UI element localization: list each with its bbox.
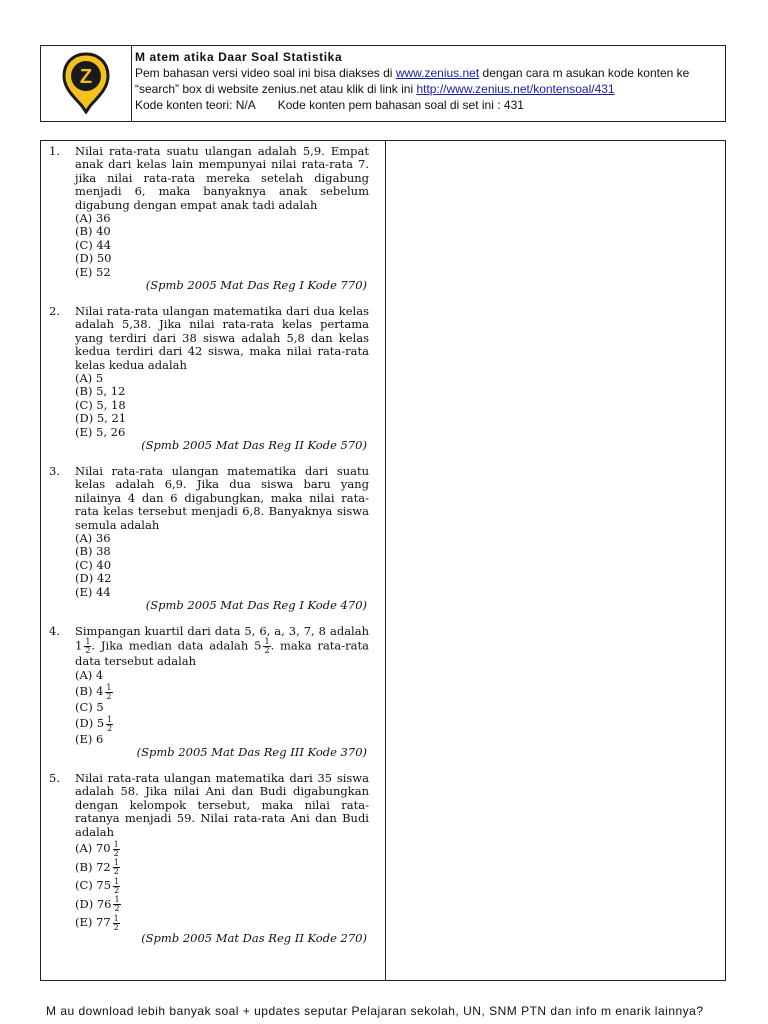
option-label: (D) 76 bbox=[75, 896, 112, 911]
option-c bbox=[75, 701, 369, 714]
option-b: (B) 5, 12 bbox=[75, 384, 126, 399]
header-line-2 bbox=[135, 81, 725, 97]
fraction-denominator: 2 bbox=[113, 867, 119, 877]
question-text-part-2: . Jika median data adalah 5 bbox=[91, 638, 262, 653]
questions-column bbox=[41, 141, 386, 980]
question-4 bbox=[49, 625, 369, 759]
question-source: (Spmb 2005 Mat Das Reg II Kode 270) bbox=[141, 930, 367, 945]
question-text-part-1: Simpangan kuartil dari data 5, 6, a, 3, 7, 8 adalah 1 bbox=[75, 624, 369, 653]
option-a: (A) 5 bbox=[75, 371, 104, 386]
fraction-numerator: 1 bbox=[114, 876, 120, 886]
option-e bbox=[75, 733, 369, 746]
option-fraction bbox=[113, 896, 120, 913]
theory-code: Kode konten teori: N/A bbox=[135, 98, 256, 112]
question-text: Nilai rata-rata ulangan matematika dari suatu kelas adalah 6,9. Jika dua siswa baru yang nilainya 4 dan 6 digabungkan, maka nilai rata-rata kelas tersebut menjadi 6,8. Banyaknya siswa semula adalah bbox=[75, 464, 369, 532]
content-codes bbox=[135, 97, 725, 113]
question-source: (Spmb 2005 Mat Das Reg I Kode 770) bbox=[145, 278, 367, 293]
question-source: (Spmb 2005 Mat Das Reg III Kode 370) bbox=[136, 745, 367, 760]
option-label: (D) 5 bbox=[75, 716, 105, 731]
option-a bbox=[75, 669, 369, 682]
fraction-numerator: 1 bbox=[264, 637, 270, 647]
fraction-numerator: 1 bbox=[85, 637, 91, 647]
question-5 bbox=[49, 772, 369, 945]
option-d bbox=[75, 714, 369, 733]
option-b: (B) 38 bbox=[75, 544, 111, 559]
zenius-link[interactable]: www.zenius.net bbox=[395, 66, 480, 80]
option-c: (C) 44 bbox=[75, 237, 112, 252]
question-number: 3. bbox=[49, 464, 60, 478]
question-number: 2. bbox=[49, 304, 60, 318]
fraction-numerator: 1 bbox=[113, 858, 119, 868]
fraction-numerator: 1 bbox=[107, 714, 113, 724]
option-b bbox=[75, 682, 369, 701]
option-label: (A) 4 bbox=[75, 667, 104, 682]
options-list bbox=[75, 669, 369, 746]
option-fraction bbox=[105, 684, 112, 701]
option-d bbox=[75, 895, 369, 914]
option-b: (B) 40 bbox=[75, 224, 111, 239]
option-label: (C) 5 bbox=[75, 699, 104, 714]
fraction-numerator: 1 bbox=[113, 913, 119, 923]
fraction-numerator: 1 bbox=[113, 839, 119, 849]
question-text bbox=[75, 625, 369, 669]
header-line-1-post: dengan cara m asukan kode konten ke bbox=[479, 66, 690, 80]
option-d: (D) 42 bbox=[75, 571, 112, 586]
option-fraction bbox=[113, 915, 120, 932]
question-number: 1. bbox=[49, 144, 60, 158]
zenius-logo bbox=[61, 52, 111, 114]
fraction-numerator: 1 bbox=[114, 895, 120, 905]
question-number: 4. bbox=[49, 624, 60, 638]
option-label: (C) 75 bbox=[75, 878, 112, 893]
option-a bbox=[75, 839, 369, 858]
question-text: Nilai rata-rata suatu ulangan adalah 5,9. Empat anak dari kelas lain mempunyai nilai rata-rata 7. jika nilai rata-rata mereka setelah digabung menjadi 6, maka banyaknya anak sebelum digabung dengan empat anak tadi adalah bbox=[75, 144, 369, 212]
option-d: (D) 5, 21 bbox=[75, 411, 127, 426]
fraction-denominator: 2 bbox=[107, 723, 113, 733]
question-source: (Spmb 2005 Mat Das Reg II Kode 570) bbox=[141, 438, 367, 453]
option-c bbox=[75, 876, 369, 895]
option-label: (B) 4 bbox=[75, 684, 104, 699]
option-e bbox=[75, 913, 369, 932]
option-a: (A) 36 bbox=[75, 211, 111, 226]
option-fraction bbox=[106, 716, 113, 733]
question-2 bbox=[49, 305, 369, 452]
header-line-1-pre: Pem bahasan versi video soal ini bisa diakses di bbox=[135, 66, 396, 80]
option-label: (A) 70 bbox=[75, 841, 111, 856]
fraction-one-half bbox=[263, 638, 270, 655]
option-fraction bbox=[113, 841, 120, 858]
discussion-code: Kode konten pem bahasan soal di set ini : 431 bbox=[277, 98, 524, 112]
question-1 bbox=[49, 145, 369, 292]
footer-text: M au download lebih banyak soal + updates seputar Pelajaran sekolah, UN, SNM PTN dan info m enarik lainnya? bbox=[46, 1004, 704, 1018]
question-text: Nilai rata-rata ulangan matematika dari dua kelas adalah 5,38. Jika nilai rata-rata kelas pertama yang terdiri dari 38 siswa adalah 5,8 dan kelas kedua terdiri dari 42 siswa, maka nilai rata-rata kelas kedua adalah bbox=[75, 304, 369, 372]
logo-cell bbox=[41, 46, 132, 121]
document-title: M atem atika Daar Soal Statistika bbox=[135, 50, 343, 64]
option-label: (B) 72 bbox=[75, 859, 111, 874]
question-number: 5. bbox=[49, 771, 60, 785]
option-d: (D) 50 bbox=[75, 251, 112, 266]
options-list bbox=[75, 839, 369, 932]
header-line-2-pre: “search” box di website zenius.net atau klik di link ini bbox=[135, 82, 417, 96]
fraction-denominator: 2 bbox=[114, 904, 120, 914]
option-a: (A) 36 bbox=[75, 531, 111, 546]
fraction-denominator: 2 bbox=[85, 646, 91, 656]
fraction-denominator: 2 bbox=[113, 922, 119, 932]
fraction-denominator: 2 bbox=[114, 885, 120, 895]
question-table bbox=[40, 140, 726, 981]
option-e: (E) 5, 26 bbox=[75, 424, 126, 439]
option-label: (E) 6 bbox=[75, 731, 104, 746]
document-header bbox=[40, 45, 726, 122]
option-c: (C) 40 bbox=[75, 557, 112, 572]
question-text: Nilai rata-rata ulangan matematika dari 35 siswa adalah 58. Jika nilai Ani dan Budi digabungkan dengan kelompok tersebut, maka nilai rata-ratanya menjadi 59. Nilai rata-rata Ani dan Budi adalah bbox=[75, 771, 369, 839]
option-fraction bbox=[113, 859, 120, 876]
option-c: (C) 5, 18 bbox=[75, 397, 126, 412]
fraction-numerator: 1 bbox=[106, 682, 112, 692]
question-source: (Spmb 2005 Mat Das Reg I Kode 470) bbox=[145, 598, 367, 613]
kontensoal-link[interactable]: http://www.zenius.net/kontensoal/431 bbox=[416, 82, 615, 96]
option-e: (E) 44 bbox=[75, 584, 111, 599]
option-fraction bbox=[113, 878, 120, 895]
option-b bbox=[75, 858, 369, 877]
option-e: (E) 52 bbox=[75, 264, 111, 279]
logo-letter: Z bbox=[79, 66, 93, 88]
question-text-part-3: . maka rata-rata data tersebut adalah bbox=[75, 638, 369, 669]
answer-column bbox=[386, 141, 725, 980]
fraction-denominator: 2 bbox=[106, 691, 112, 701]
header-line-1 bbox=[135, 65, 725, 81]
question-3 bbox=[49, 465, 369, 612]
fraction-denominator: 2 bbox=[113, 848, 119, 858]
option-label: (E) 77 bbox=[75, 915, 111, 930]
fraction-denominator: 2 bbox=[264, 646, 270, 656]
header-text bbox=[135, 49, 725, 113]
